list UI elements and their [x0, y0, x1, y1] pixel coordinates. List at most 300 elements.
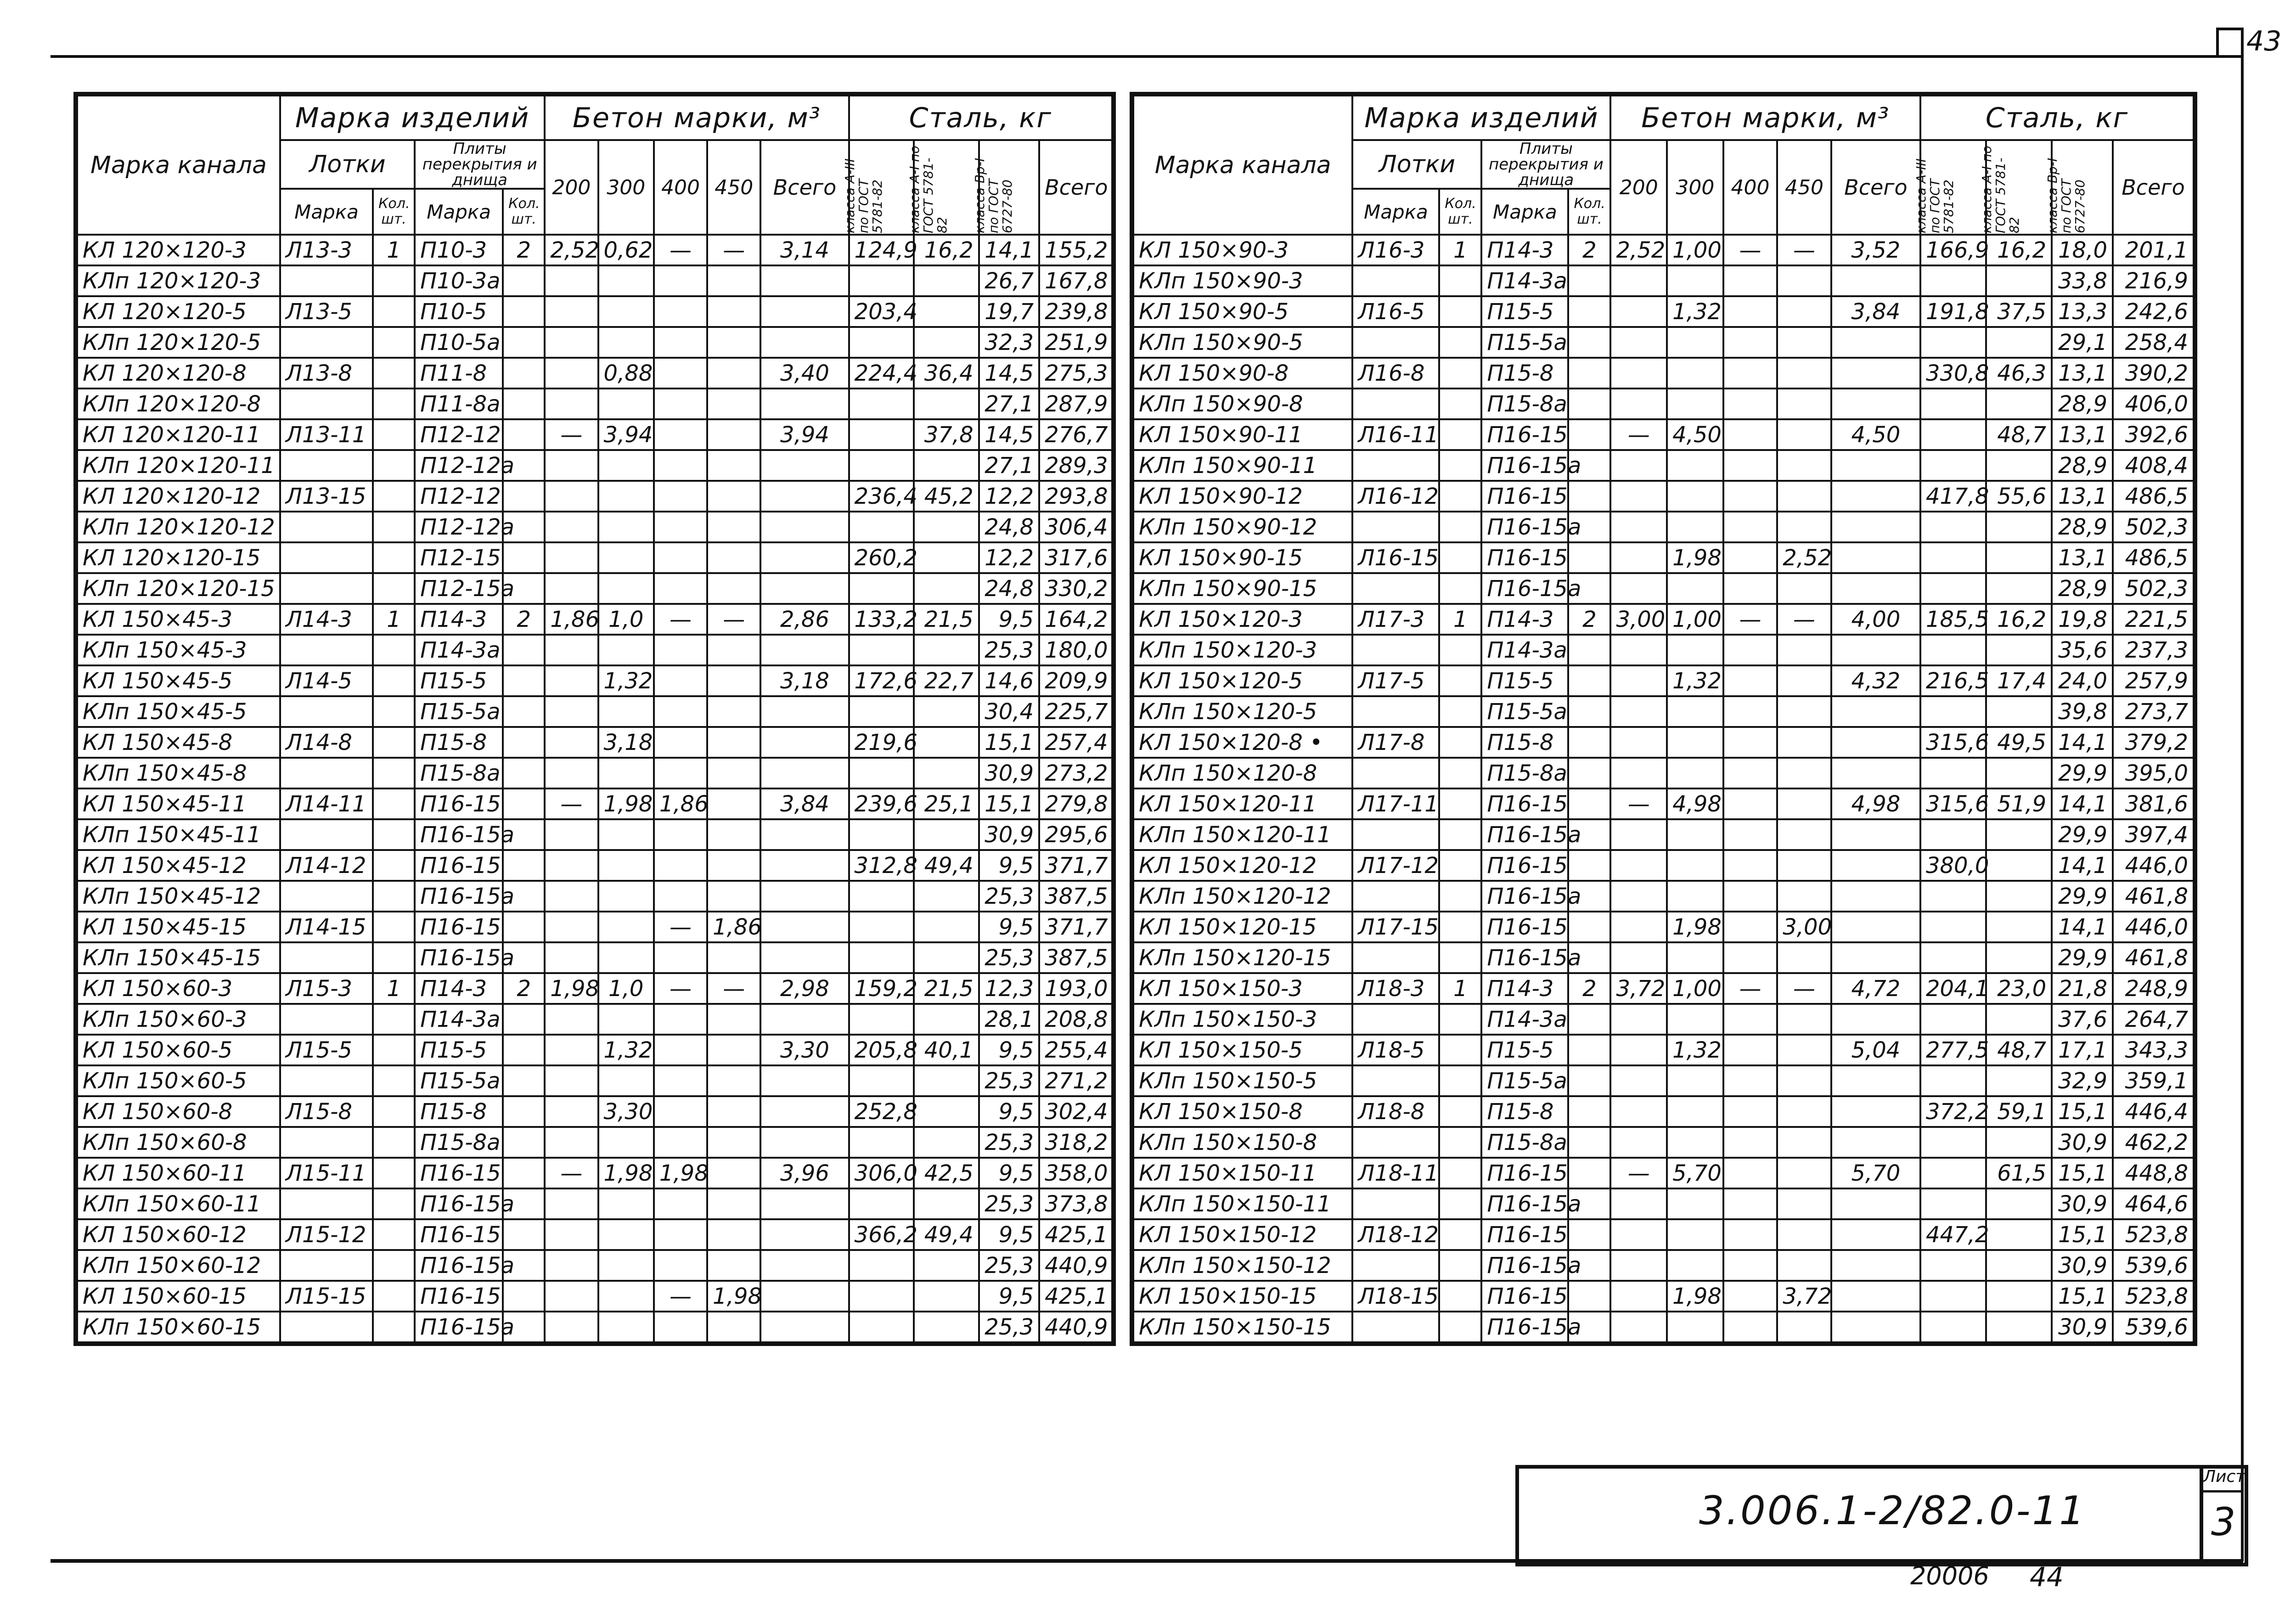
concrete-400-cell [654, 1219, 707, 1250]
steel-a3-header: класса А-III по ГОСТ 5781-82 [1920, 140, 1986, 235]
footer-page: 44 [2030, 1561, 2064, 1593]
steel-a1-cell [914, 1312, 979, 1344]
tray-mark-cell: Л16-11 [1352, 419, 1439, 450]
table-row [76, 1312, 1114, 1344]
concrete-450-cell: 1,98 [707, 1281, 760, 1312]
c200-header: 200 [545, 140, 598, 235]
concrete-300-cell: 1,0 [598, 973, 654, 1004]
right-table-header [1132, 94, 2195, 235]
concrete-300-cell [1667, 327, 1723, 358]
tray-mark-cell: Л16-12 [1352, 481, 1439, 512]
concrete-total-cell [1831, 573, 1920, 604]
concrete-400-cell [1723, 265, 1778, 296]
slab-mark-cell: П15-5а [1481, 1065, 1568, 1096]
concrete-450-cell: 1,86 [707, 912, 760, 942]
steel-a1-cell: 55,6 [1986, 481, 2052, 512]
steel-vr-cell: 25,3 [979, 1250, 1039, 1281]
table-row [1132, 1127, 2195, 1158]
slab-mark-cell: П15-5а [415, 696, 503, 727]
channel-mark-cell: КЛ 150×45-15 [76, 912, 280, 942]
concrete-total-cell [1831, 1312, 1920, 1344]
concrete-450-cell [707, 389, 760, 419]
concrete-300-cell: 1,32 [1667, 665, 1723, 696]
steel-a1-header: класса А-I по ГОСТ 5781-82 [914, 140, 979, 235]
tray-qty-cell [1439, 942, 1481, 973]
slab-qty-header: Кол. шт. [503, 189, 545, 235]
slab-qty-cell [503, 389, 545, 419]
steel-total-cell: 446,0 [2113, 912, 2195, 942]
steel-total-cell: 248,9 [2113, 973, 2195, 1004]
tray-mark-cell: Л17-12 [1352, 850, 1439, 881]
steel-a3-cell: 447,2 [1920, 1219, 1986, 1250]
steel-total-cell: 486,5 [2113, 542, 2195, 573]
tray-qty-cell [1439, 1035, 1481, 1065]
concrete-450-cell [707, 450, 760, 481]
channel-mark-cell: КЛп 150×150-8 [1132, 1127, 1352, 1158]
tray-mark-cell: Л17-5 [1352, 665, 1439, 696]
tray-mark-cell: Л15-11 [280, 1158, 373, 1188]
steel-total-cell: 539,6 [2113, 1250, 2195, 1281]
tray-qty-cell [373, 1250, 415, 1281]
concrete-400-cell [1723, 1096, 1778, 1127]
steel-a1-cell [914, 1004, 979, 1035]
channel-mark-cell: КЛ 120×120-15 [76, 542, 280, 573]
slab-mark-cell: П16-15а [1481, 450, 1568, 481]
concrete-300-cell [1667, 450, 1723, 481]
slab-qty-cell: 2 [503, 235, 545, 265]
concrete-total-cell [760, 1312, 849, 1344]
slab-mark-cell: П15-5а [1481, 696, 1568, 727]
concrete-300-cell [598, 1065, 654, 1096]
tray-mark-cell [280, 635, 373, 665]
slab-mark-cell: П16-15а [415, 1250, 503, 1281]
slab-qty-cell [503, 327, 545, 358]
steel-a1-cell [914, 389, 979, 419]
steel-total-cell: 216,9 [2113, 265, 2195, 296]
table-row [1132, 235, 2195, 265]
concrete-300-cell: 1,0 [598, 604, 654, 635]
slab-mark-cell: П16-15 [415, 1219, 503, 1250]
slab-mark-cell: П14-3а [415, 1004, 503, 1035]
concrete-total-cell [1831, 1188, 1920, 1219]
concrete-total-cell [760, 881, 849, 912]
steel-vr-cell: 14,6 [979, 665, 1039, 696]
tray-mark-cell [1352, 450, 1439, 481]
concrete-450-cell [707, 573, 760, 604]
concrete-total-cell [760, 1065, 849, 1096]
steel-a1-cell [1986, 1281, 2052, 1312]
slab-qty-cell [1568, 758, 1610, 788]
concrete-total-cell [1831, 758, 1920, 788]
tray-mark-cell: Л14-8 [280, 727, 373, 758]
concrete-total-cell [760, 1096, 849, 1127]
slab-qty-cell [503, 758, 545, 788]
tray-mark-cell [280, 265, 373, 296]
tray-qty-cell [1439, 1219, 1481, 1250]
concrete-total-cell [760, 1219, 849, 1250]
steel-vr-cell: 29,9 [2052, 758, 2113, 788]
steel-a1-cell: 21,5 [914, 604, 979, 635]
steel-header: Сталь, кг [849, 94, 1114, 140]
concrete-400-cell [654, 573, 707, 604]
concrete-total-cell [1831, 512, 1920, 542]
steel-a1-cell: 17,4 [1986, 665, 2052, 696]
channel-mark-cell: КЛп 150×60-15 [76, 1312, 280, 1344]
steel-total-cell: 225,7 [1039, 696, 1114, 727]
tray-qty-cell [1439, 573, 1481, 604]
steel-total-cell: 209,9 [1039, 665, 1114, 696]
slab-mark-cell: П15-8 [1481, 727, 1568, 758]
concrete-450-cell [1777, 265, 1831, 296]
steel-total-cell: 523,8 [2113, 1281, 2195, 1312]
steel-total-cell: 201,1 [2113, 235, 2195, 265]
concrete-total-cell: 3,30 [760, 1035, 849, 1065]
concrete-total-cell: 4,98 [1831, 788, 1920, 819]
steel-a3-cell [849, 1065, 914, 1096]
concrete-total-cell [760, 727, 849, 758]
tray-mark-cell: Л14-12 [280, 850, 373, 881]
tray-qty-cell [373, 1281, 415, 1312]
slab-qty-cell [1568, 1065, 1610, 1096]
tray-qty-cell [1439, 327, 1481, 358]
concrete-400-cell [1723, 850, 1778, 881]
steel-total-cell: 462,2 [2113, 1127, 2195, 1158]
slab-qty-cell [1568, 788, 1610, 819]
steel-a3-cell [849, 1004, 914, 1035]
channel-mark-cell: КЛ 150×60-15 [76, 1281, 280, 1312]
steel-a1-cell: 37,5 [1986, 296, 2052, 327]
concrete-200-cell: 2,52 [1610, 235, 1667, 265]
channel-mark-cell: КЛп 150×120-5 [1132, 696, 1352, 727]
concrete-200-cell: — [545, 1158, 598, 1188]
concrete-400-cell [1723, 358, 1778, 389]
channel-mark-cell: КЛ 150×45-8 [76, 727, 280, 758]
steel-vr-cell: 30,9 [2052, 1250, 2113, 1281]
tray-mark-cell [280, 819, 373, 850]
concrete-200-cell [1610, 942, 1667, 973]
steel-header: Сталь, кг [1920, 94, 2195, 140]
steel-vr-cell: 29,9 [2052, 942, 2113, 973]
tray-qty-cell [373, 1065, 415, 1096]
concrete-total-cell: 2,98 [760, 973, 849, 1004]
table-row [76, 573, 1114, 604]
steel-a3-cell: 277,5 [1920, 1035, 1986, 1065]
footer-number: 20006 [1910, 1561, 1989, 1590]
tray-qty-cell [1439, 819, 1481, 850]
table-row [1132, 296, 2195, 327]
concrete-450-cell [707, 1035, 760, 1065]
table-row [76, 419, 1114, 450]
table-row [1132, 1096, 2195, 1127]
steel-a3-cell [849, 1312, 914, 1344]
slab-mark-cell: П16-15 [1481, 912, 1568, 942]
steel-a3-cell [849, 450, 914, 481]
concrete-300-cell [598, 942, 654, 973]
steel-a1-cell [914, 1096, 979, 1127]
concrete-400-cell: — [654, 912, 707, 942]
steel-a3-cell [1920, 1158, 1986, 1188]
slab-qty-cell [503, 850, 545, 881]
tray-mark-cell [1352, 696, 1439, 727]
tray-mark-cell: Л16-8 [1352, 358, 1439, 389]
concrete-400-cell [1723, 788, 1778, 819]
slab-mark-cell: П10-3 [415, 235, 503, 265]
table-row [1132, 788, 2195, 819]
slab-qty-cell: 2 [503, 604, 545, 635]
slab-mark-cell: П14-3 [1481, 235, 1568, 265]
steel-a3-cell [849, 327, 914, 358]
concrete-400-cell [1723, 635, 1778, 665]
slab-qty-cell [1568, 1004, 1610, 1035]
slab-qty-cell [503, 542, 545, 573]
concrete-450-cell [1777, 758, 1831, 788]
table-row [1132, 1035, 2195, 1065]
c400-header: 400 [1723, 140, 1778, 235]
channel-mark-cell: КЛп 150×90-12 [1132, 512, 1352, 542]
channel-mark-cell: КЛп 150×60-8 [76, 1127, 280, 1158]
slab-mark-cell: П12-15а [415, 573, 503, 604]
channel-mark-cell: КЛ 150×45-11 [76, 788, 280, 819]
channel-mark-cell: КЛп 150×150-12 [1132, 1250, 1352, 1281]
steel-vr-cell: 13,1 [2052, 481, 2113, 512]
steel-vr-cell: 30,9 [2052, 1312, 2113, 1344]
steel-a3-cell: 191,8 [1920, 296, 1986, 327]
concrete-400-cell: — [1723, 973, 1778, 1004]
concrete-200-cell [545, 1096, 598, 1127]
steel-vr-cell: 12,2 [979, 481, 1039, 512]
steel-a1-cell: 21,5 [914, 973, 979, 1004]
steel-a1-cell [1986, 512, 2052, 542]
steel-a3-cell: 315,6 [1920, 727, 1986, 758]
tray-qty-cell [373, 450, 415, 481]
channel-mark-cell: КЛ 120×120-11 [76, 419, 280, 450]
channel-mark-cell: КЛп 150×120-12 [1132, 881, 1352, 912]
concrete-450-cell [1777, 358, 1831, 389]
steel-a3-cell: 306,0 [849, 1158, 914, 1188]
tray-qty-cell [1439, 758, 1481, 788]
sheet-label: Лист [2203, 1467, 2245, 1486]
tray-qty-header: Кол. шт. [1439, 189, 1481, 235]
steel-total-cell: 208,8 [1039, 1004, 1114, 1035]
concrete-total-cell: 5,04 [1831, 1035, 1920, 1065]
steel-a3-cell [1920, 1127, 1986, 1158]
steel-a3-cell: 166,9 [1920, 235, 1986, 265]
steel-a1-cell [1986, 1250, 2052, 1281]
steel-vr-cell: 25,3 [979, 1065, 1039, 1096]
steel-a1-cell [1986, 573, 2052, 604]
steel-total-cell: 387,5 [1039, 881, 1114, 912]
steel-a3-cell [849, 419, 914, 450]
slab-mark-cell: П16-15а [415, 881, 503, 912]
steel-vr-cell: 37,6 [2052, 1004, 2113, 1035]
concrete-total-cell [760, 1004, 849, 1035]
tray-mark-cell: Л13-8 [280, 358, 373, 389]
table-row [76, 512, 1114, 542]
concrete-total-cell [760, 389, 849, 419]
right-spec-table [1130, 92, 2197, 1346]
concrete-total-cell [1831, 1250, 1920, 1281]
concrete-200-cell [545, 696, 598, 727]
steel-total-cell: 486,5 [2113, 481, 2195, 512]
slab-mark-cell: П15-5 [415, 1035, 503, 1065]
concrete-total-cell [1831, 912, 1920, 942]
slab-mark-cell: П15-8 [415, 1096, 503, 1127]
table-row [76, 758, 1114, 788]
steel-total-cell: 242,6 [2113, 296, 2195, 327]
concrete-200-cell: 2,52 [545, 235, 598, 265]
concrete-200-cell [1610, 1312, 1667, 1344]
table-row [1132, 1281, 2195, 1312]
steel-a3-cell [1920, 450, 1986, 481]
tray-mark-cell [280, 512, 373, 542]
steel-a1-cell: 48,7 [1986, 419, 2052, 450]
steel-a1-cell [914, 573, 979, 604]
tray-mark-cell: Л18-12 [1352, 1219, 1439, 1250]
concrete-450-cell [707, 1219, 760, 1250]
concrete-450-cell [707, 665, 760, 696]
corner-page-number: 43 [2246, 25, 2282, 57]
concrete-400-cell [654, 1127, 707, 1158]
steel-vr-cell: 18,0 [2052, 235, 2113, 265]
slab-mark-cell: П14-3а [1481, 635, 1568, 665]
concrete-400-cell [1723, 1219, 1778, 1250]
table-row [1132, 327, 2195, 358]
concrete-total-cell [1831, 1065, 1920, 1096]
concrete-300-cell [598, 542, 654, 573]
concrete-400-cell [654, 265, 707, 296]
slab-qty-cell [1568, 1158, 1610, 1188]
tray-mark-cell [1352, 758, 1439, 788]
steel-total-cell: 448,8 [2113, 1158, 2195, 1188]
channel-mark-cell: КЛ 150×150-15 [1132, 1281, 1352, 1312]
steel-a3-header: класса А-III по ГОСТ 5781-82 [849, 140, 914, 235]
steel-a1-cell [914, 942, 979, 973]
slab-mark-cell: П16-15а [415, 1188, 503, 1219]
table-row [76, 1065, 1114, 1096]
slab-qty-cell [503, 481, 545, 512]
slab-qty-cell: 2 [1568, 235, 1610, 265]
channel-mark-cell: КЛ 150×150-11 [1132, 1158, 1352, 1188]
tray-mark-cell: Л13-3 [280, 235, 373, 265]
tray-qty-cell [1439, 727, 1481, 758]
concrete-450-cell [1777, 635, 1831, 665]
steel-vr-cell: 24,8 [979, 512, 1039, 542]
concrete-300-cell [598, 512, 654, 542]
tray-qty-cell [373, 1004, 415, 1035]
slab-mark-cell: П16-15а [1481, 1312, 1568, 1344]
steel-total-cell: 293,8 [1039, 481, 1114, 512]
concrete-total-cell [1831, 1281, 1920, 1312]
tray-qty-cell [373, 358, 415, 389]
concrete-300-cell: 1,98 [1667, 1281, 1723, 1312]
concrete-400-cell [1723, 912, 1778, 942]
tray-qty-cell [1439, 1312, 1481, 1344]
concrete-header: Бетон марки, м³ [1610, 94, 1920, 140]
concrete-300-cell [1667, 573, 1723, 604]
concrete-400-cell [1723, 1065, 1778, 1096]
left-table-header [76, 94, 1114, 235]
concrete-450-cell [1777, 1035, 1831, 1065]
concrete-300-cell: 1,00 [1667, 235, 1723, 265]
steel-total-cell: 271,2 [1039, 1065, 1114, 1096]
steel-vr-cell: 14,1 [2052, 727, 2113, 758]
concrete-300-cell [598, 327, 654, 358]
steel-a3-cell [1920, 819, 1986, 850]
concrete-450-cell [707, 727, 760, 758]
concrete-400-cell [654, 358, 707, 389]
steel-vr-cell: 25,3 [979, 1312, 1039, 1344]
steel-total-header: Всего [1039, 140, 1114, 235]
concrete-300-cell [1667, 758, 1723, 788]
channel-mark-cell: КЛ 120×120-3 [76, 235, 280, 265]
products-header: Марка изделий [280, 94, 545, 140]
tray-mark-cell [1352, 265, 1439, 296]
table-row [76, 1096, 1114, 1127]
concrete-450-cell [707, 1004, 760, 1035]
concrete-total-cell [760, 481, 849, 512]
tray-qty-cell [373, 942, 415, 973]
steel-total-cell: 381,6 [2113, 788, 2195, 819]
concrete-450-cell [707, 542, 760, 573]
concrete-450-cell [1777, 1188, 1831, 1219]
concrete-total-cell: 3,96 [760, 1158, 849, 1188]
concrete-450-cell [1777, 665, 1831, 696]
channel-mark-cell: КЛ 150×60-5 [76, 1035, 280, 1065]
concrete-200-cell [1610, 850, 1667, 881]
steel-a3-cell: 172,6 [849, 665, 914, 696]
steel-total-cell: 193,0 [1039, 973, 1114, 1004]
concrete-200-cell: 3,72 [1610, 973, 1667, 1004]
concrete-400-cell [654, 819, 707, 850]
steel-a3-cell [849, 942, 914, 973]
slab-mark-cell: П16-15 [1481, 481, 1568, 512]
slab-mark-cell: П14-3 [1481, 973, 1568, 1004]
concrete-450-cell [707, 819, 760, 850]
slab-qty-cell [503, 696, 545, 727]
steel-a3-cell: 366,2 [849, 1219, 914, 1250]
slabs-header: Плиты перекрытия и днища [415, 140, 545, 189]
steel-a3-cell [1920, 419, 1986, 450]
concrete-200-cell [545, 1127, 598, 1158]
table-row [76, 1035, 1114, 1065]
steel-a1-cell [1986, 881, 2052, 912]
table-row [76, 235, 1114, 265]
steel-total-cell: 359,1 [2113, 1065, 2195, 1096]
steel-total-cell: 330,2 [1039, 573, 1114, 604]
concrete-200-cell [1610, 389, 1667, 419]
steel-a1-cell [914, 819, 979, 850]
concrete-200-cell [1610, 881, 1667, 912]
concrete-total-cell: 3,94 [760, 419, 849, 450]
table-row [1132, 265, 2195, 296]
channel-mark-cell: КЛп 150×120-3 [1132, 635, 1352, 665]
concrete-300-cell [1667, 696, 1723, 727]
steel-a3-cell [849, 512, 914, 542]
tray-mark-cell: Л15-8 [280, 1096, 373, 1127]
steel-total-cell: 276,7 [1039, 419, 1114, 450]
tray-qty-cell [1439, 358, 1481, 389]
concrete-200-cell: 3,00 [1610, 604, 1667, 635]
concrete-200-cell [545, 1004, 598, 1035]
concrete-200-cell [1610, 912, 1667, 942]
steel-a3-cell [1920, 542, 1986, 573]
table-row [76, 635, 1114, 665]
concrete-300-cell [598, 758, 654, 788]
tray-mark-cell: Л14-3 [280, 604, 373, 635]
channel-mark-cell: КЛп 150×150-5 [1132, 1065, 1352, 1096]
slab-mark-cell: П15-5а [415, 1065, 503, 1096]
concrete-total-cell: 3,14 [760, 235, 849, 265]
